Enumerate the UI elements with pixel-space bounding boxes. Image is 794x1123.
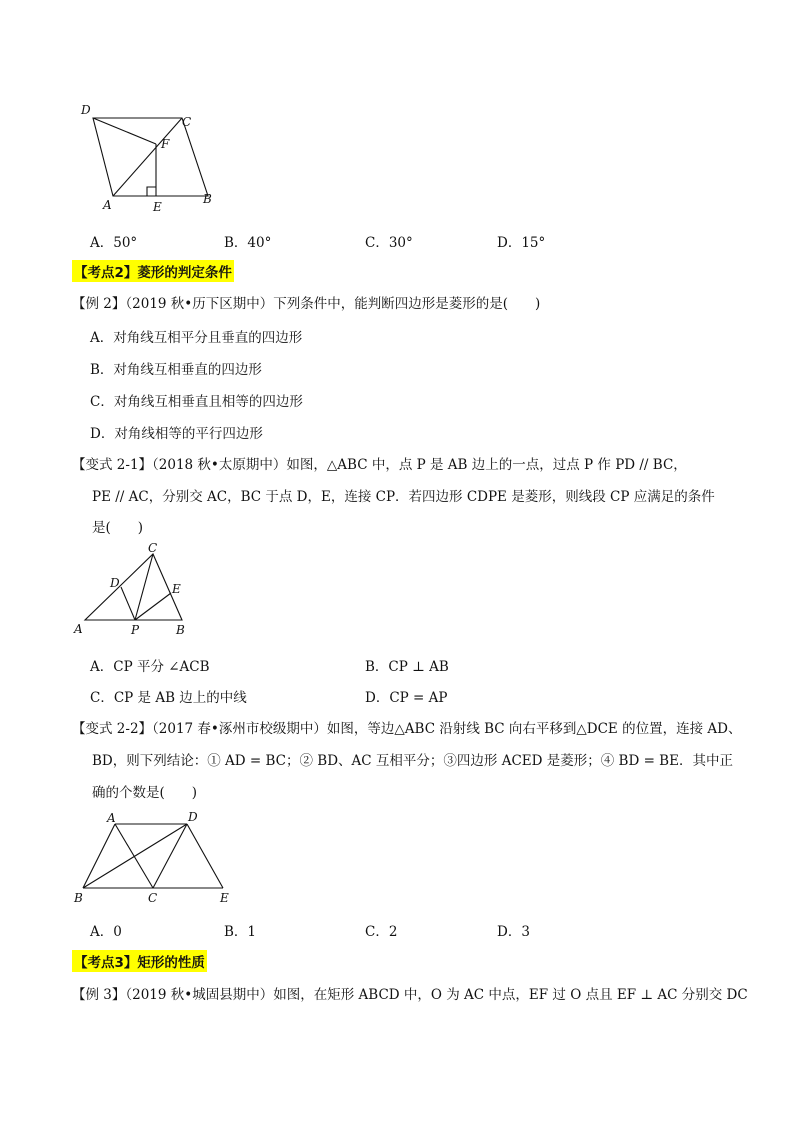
fig3-label-c: C	[148, 891, 158, 905]
variant-2-1-line-3: 是( )	[92, 520, 144, 536]
var21-option-c[interactable]: C．CP 是 AB 边上的中线	[90, 690, 247, 706]
fig3-segment-dc	[153, 824, 187, 888]
fig3-label-d: D	[188, 810, 198, 824]
example-2-text: （2019 秋•历下区期中）下列条件中，能判断四边形是菱形的是( )	[125, 296, 541, 312]
variant-2-2-line-3: 确的个数是( )	[92, 785, 198, 801]
fig1-label-d: D	[81, 103, 91, 117]
fig2-triangle-abc	[85, 554, 182, 620]
q1-option-d[interactable]: D．15°	[497, 235, 546, 251]
variant-2-2-line-1: 【变式 2-2】（2017 春•涿州市校级期中）如图，等边△ABC 沿射线 BC 向右平移到△DCE 的位置，连接 AD、	[72, 721, 742, 737]
fig2-segment-pc	[135, 554, 153, 620]
fig2-segment-pe	[135, 593, 171, 620]
var22-option-a[interactable]: A．0	[90, 924, 122, 940]
fig3-segment-de	[187, 824, 223, 888]
q1-option-a[interactable]: A．50°	[90, 235, 138, 251]
figure-2	[70, 543, 200, 638]
example-2-question	[72, 292, 540, 312]
fig3-label-a: A	[107, 811, 116, 825]
ex2-option-d[interactable]: D．对角线相等的平行四边形	[90, 426, 263, 442]
variant-2-1-line-1: 【变式 2-1】（2018 秋•太原期中）如图，△ABC 中，点 P 是 AB 边上的一点，过点 P 作 PD // BC，	[72, 457, 687, 473]
fig1-label-c: C	[182, 115, 192, 129]
fig1-label-e: E	[153, 200, 162, 214]
variant-2-2-line-2: BD，则下列结论：① AD = BC；② BD、AC 互相平分；③四边形 ACED 是菱形；④ BD = BE．其中正	[92, 753, 733, 769]
var21-option-d[interactable]: D．CP = AP	[365, 690, 448, 706]
ex2-option-b[interactable]: B．对角线互相垂直的四边形	[90, 362, 262, 378]
fig2-label-d: D	[110, 576, 120, 590]
q1-option-b[interactable]: B．40°	[224, 235, 272, 251]
fig2-label-a: A	[74, 622, 83, 636]
section-2-heading: 【考点2】菱形的判定条件	[72, 260, 234, 282]
fig1-label-a: A	[103, 198, 112, 212]
fig1-segment-df	[93, 118, 156, 144]
section-3-heading: 【考点3】矩形的性质	[72, 950, 207, 972]
fig1-right-angle-mark	[147, 187, 156, 196]
example-2-prefix: 【例 2】	[72, 296, 126, 312]
figure-3	[70, 808, 245, 908]
figure-1	[75, 98, 225, 216]
fig1-quadrilateral	[93, 118, 208, 196]
fig1-diagonal-ac	[113, 118, 182, 196]
ex2-option-a[interactable]: A．对角线互相平分且垂直的四边形	[90, 330, 303, 346]
example-3-question: 【例 3】（2019 秋•城固县期中）如图，在矩形 ABCD 中，O 为 AC 中点，EF 过 O 点且 EF ⊥ AC 分别交 DC	[72, 987, 748, 1003]
var21-option-a[interactable]: A．CP 平分 ∠ACB	[90, 659, 210, 675]
var21-option-b[interactable]: B．CP ⊥ AB	[365, 659, 449, 675]
var22-option-d[interactable]: D．3	[497, 924, 530, 940]
fig2-label-c: C	[148, 543, 158, 555]
fig2-segment-pd	[121, 587, 135, 620]
fig1-label-b: B	[203, 192, 212, 206]
fig3-label-b: B	[74, 891, 83, 905]
fig2-label-p: P	[131, 623, 140, 637]
ex2-option-c[interactable]: C．对角线互相垂直且相等的四边形	[90, 394, 303, 410]
q1-option-c[interactable]: C．30°	[365, 235, 413, 251]
fig2-label-e: E	[172, 582, 181, 596]
fig3-label-e: E	[220, 891, 229, 905]
fig2-label-b: B	[176, 623, 185, 637]
variant-2-1-line-2: PE // AC，分别交 AC，BC 于点 D，E，连接 CP．若四边形 CDPE 是菱形，则线段 CP 应满足的条件	[92, 489, 715, 505]
var22-option-b[interactable]: B．1	[224, 924, 257, 940]
var22-option-c[interactable]: C．2	[365, 924, 398, 940]
fig1-label-f: F	[161, 137, 170, 151]
